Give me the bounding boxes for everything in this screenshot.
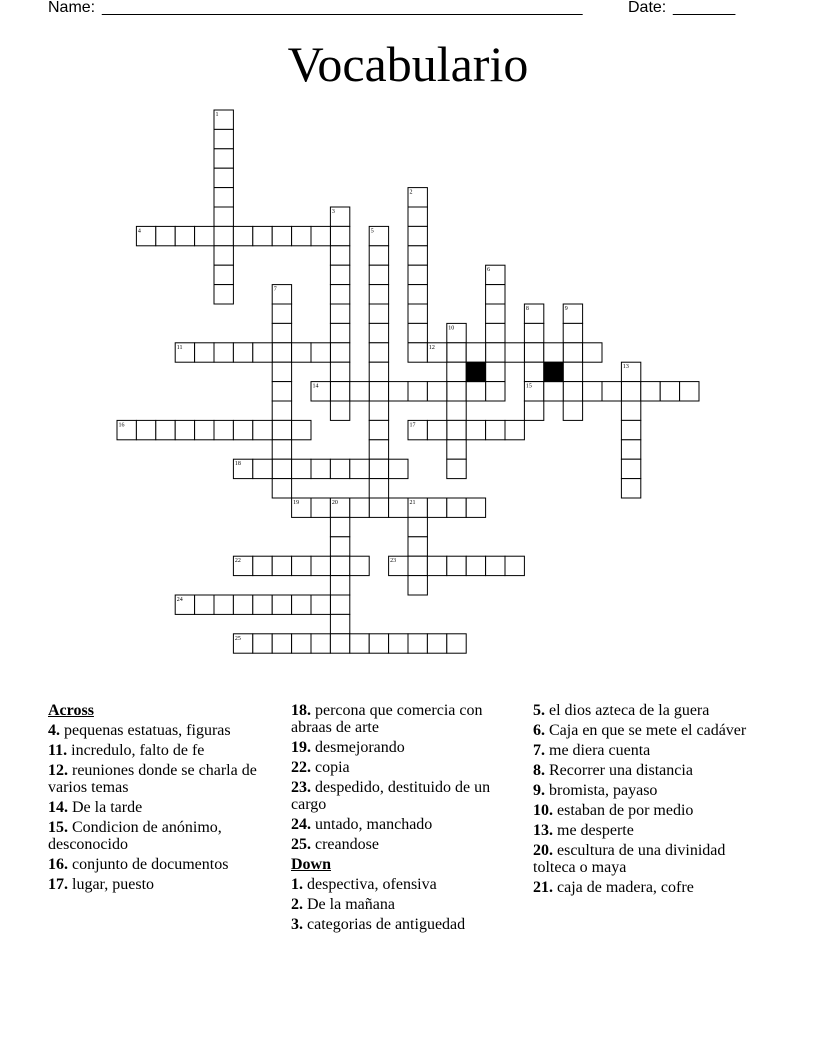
clue-down-20	[533, 842, 759, 876]
grid-cell[interactable]	[214, 246, 233, 265]
grid-cell[interactable]	[408, 246, 427, 265]
clue-down-9	[533, 782, 759, 799]
clue-number: 17.	[48, 876, 68, 893]
grid-cell[interactable]	[466, 343, 485, 362]
grid-cell[interactable]	[505, 343, 524, 362]
clue-text: pequenas estatuas, figuras	[64, 722, 231, 739]
grid-cell[interactable]	[466, 382, 485, 401]
grid-cell[interactable]	[253, 595, 272, 614]
grid-cell[interactable]	[505, 556, 524, 575]
grid-cell[interactable]	[214, 343, 233, 362]
grid-cell[interactable]	[253, 459, 272, 478]
grid-cell[interactable]	[175, 226, 194, 245]
grid-cell[interactable]	[272, 343, 291, 362]
grid-cell[interactable]	[427, 498, 446, 517]
clue-number: 19.	[291, 739, 311, 756]
grid-cell[interactable]	[233, 226, 252, 245]
clue-number-label: 19	[293, 500, 300, 506]
grid-cell[interactable]	[369, 362, 388, 381]
clue-number-label: 25	[234, 635, 241, 642]
grid-cell[interactable]	[563, 401, 582, 420]
grid-cell[interactable]	[330, 556, 349, 575]
grid-cell[interactable]	[408, 343, 427, 362]
grid-cell[interactable]	[389, 498, 408, 517]
clue-across-4	[48, 722, 274, 739]
grid-cell[interactable]	[330, 343, 349, 362]
grid-cell[interactable]	[389, 382, 408, 401]
grid-cell[interactable]	[330, 304, 349, 323]
grid-cell[interactable]	[195, 595, 214, 614]
grid-cell[interactable]	[544, 343, 563, 362]
grid-cell[interactable]	[408, 537, 427, 556]
grid-cell[interactable]	[427, 634, 446, 653]
grid-cell[interactable]	[253, 343, 272, 362]
grid-cell[interactable]	[563, 343, 582, 362]
grid-cell[interactable]	[292, 420, 311, 439]
grid-cell[interactable]	[369, 343, 388, 362]
grid-cell[interactable]	[563, 323, 582, 342]
grid-cell[interactable]	[292, 343, 311, 362]
clue-number-label: 11	[176, 344, 183, 351]
grid-cell[interactable]	[272, 479, 291, 498]
clue-across-11	[48, 742, 274, 759]
grid-cell[interactable]	[214, 285, 233, 304]
clue-number: 9.	[533, 782, 545, 799]
grid-cell[interactable]	[214, 129, 233, 148]
clue-number-label: 20	[331, 500, 338, 506]
grid-cell[interactable]	[272, 226, 291, 245]
date-label: Date:	[628, 0, 667, 16]
grid-cell[interactable]	[330, 323, 349, 342]
grid-cell[interactable]	[292, 226, 311, 245]
grid-cell[interactable]	[447, 362, 466, 381]
grid-cell[interactable]	[214, 149, 233, 168]
clue-number: 2.	[291, 896, 303, 913]
clue-number-label: 1	[215, 112, 219, 118]
grid-cell[interactable]	[311, 498, 330, 517]
grid-cell[interactable]	[292, 595, 311, 614]
grid-cell[interactable]	[214, 595, 233, 614]
grid-cell[interactable]	[621, 479, 640, 498]
grid-cell[interactable]	[408, 226, 427, 245]
grid-cell[interactable]	[272, 634, 291, 653]
across-heading: Across	[48, 702, 94, 719]
grid-cell[interactable]	[272, 304, 291, 323]
grid-cell[interactable]	[350, 498, 369, 517]
clue-number: 11.	[48, 742, 68, 759]
grid-cell[interactable]	[195, 420, 214, 439]
clue-text: escultura de una divinidad tolteca o maya	[533, 842, 726, 876]
grid-cell[interactable]	[272, 401, 291, 420]
clue-text: Caja en que se mete el cadáver	[549, 722, 747, 739]
grid-cell[interactable]	[621, 440, 640, 459]
clue-number: 5.	[533, 702, 545, 719]
clue-text: conjunto de documentos	[72, 856, 229, 873]
grid-cell[interactable]	[583, 382, 602, 401]
grid-cell[interactable]	[195, 343, 214, 362]
clue-number-label: 16	[118, 422, 125, 429]
clue-text: estaban de por medio	[557, 802, 694, 819]
grid-cell[interactable]	[233, 420, 252, 439]
clue-across-16	[48, 856, 274, 873]
grid-cell[interactable]	[486, 362, 505, 381]
clue-number-label: 24	[176, 597, 183, 603]
clue-text: percona que comercia con abraas de arte	[291, 702, 483, 736]
grid-cell[interactable]	[272, 362, 291, 381]
grid-cell[interactable]	[195, 226, 214, 245]
clue-across-23	[291, 779, 517, 813]
grid-cell[interactable]	[292, 556, 311, 575]
grid-cell[interactable]	[369, 246, 388, 265]
black-square	[466, 362, 485, 381]
grid-cell[interactable]	[408, 382, 427, 401]
clue-text: lugar, puesto	[72, 876, 155, 893]
grid-cell[interactable]	[175, 420, 194, 439]
grid-cell[interactable]	[330, 576, 349, 595]
grid-cell[interactable]	[350, 459, 369, 478]
grid-cell[interactable]	[292, 459, 311, 478]
grid-cell[interactable]	[427, 382, 446, 401]
grid-cell[interactable]	[214, 420, 233, 439]
grid-cell[interactable]	[563, 382, 582, 401]
grid-cell[interactable]	[447, 498, 466, 517]
clue-text: Recorrer una distancia	[549, 762, 693, 779]
clue-number: 20.	[533, 842, 553, 859]
clue-number-label: 21	[409, 500, 416, 506]
clue-number: 16.	[48, 856, 68, 873]
clue-number-label: 7	[273, 286, 277, 293]
clue-number: 12.	[48, 762, 68, 779]
clue-number-label: 13	[622, 364, 629, 371]
clue-number-label: 5	[370, 228, 374, 235]
grid-cell[interactable]	[389, 634, 408, 653]
grid-cell[interactable]	[330, 595, 349, 614]
black-square	[544, 362, 563, 381]
grid-cell[interactable]	[486, 323, 505, 342]
clue-across-15	[48, 819, 274, 853]
grid-cell[interactable]	[447, 459, 466, 478]
grid-cell[interactable]	[369, 401, 388, 420]
clues-column-3	[533, 702, 759, 899]
clue-across-17	[48, 876, 274, 893]
grid-cell[interactable]	[408, 265, 427, 284]
grid-cell[interactable]	[253, 420, 272, 439]
grid-cell[interactable]	[214, 207, 233, 226]
name-label: Name:	[48, 0, 96, 16]
clue-text: reuniones donde se charla de varios temas	[48, 762, 257, 796]
grid-cell[interactable]	[660, 382, 679, 401]
clues-column-2	[291, 702, 517, 936]
grid-cell[interactable]	[214, 265, 233, 284]
grid-cell[interactable]	[369, 440, 388, 459]
grid-cell[interactable]	[330, 382, 349, 401]
grid-cell[interactable]	[621, 382, 640, 401]
clue-number: 1.	[291, 876, 303, 893]
grid-cell[interactable]	[369, 634, 388, 653]
clue-number-label: 8	[525, 306, 529, 312]
grid-cell[interactable]	[427, 420, 446, 439]
grid-cell[interactable]	[214, 188, 233, 207]
grid-cell[interactable]	[408, 634, 427, 653]
grid-cell[interactable]	[272, 595, 291, 614]
grid-cell[interactable]	[389, 459, 408, 478]
grid-cell[interactable]	[680, 382, 699, 401]
clue-across-12	[48, 762, 274, 796]
clue-number-label: 23	[390, 558, 397, 565]
clue-number: 3.	[291, 916, 303, 933]
clue-down-6	[533, 722, 759, 739]
grid-cell[interactable]	[447, 556, 466, 575]
clue-number-label: 3	[331, 209, 335, 215]
grid-cell[interactable]	[369, 265, 388, 284]
grid-cell[interactable]	[272, 459, 291, 478]
grid-cell[interactable]	[369, 459, 388, 478]
grid-cell[interactable]	[311, 226, 330, 245]
grid-cell[interactable]	[350, 556, 369, 575]
grid-cell[interactable]	[408, 323, 427, 342]
grid-cell[interactable]	[486, 382, 505, 401]
clue-text: el dios azteca de la guera	[549, 702, 710, 719]
clue-text: incredulo, falto de fe	[71, 742, 205, 759]
grid-cell[interactable]	[486, 285, 505, 304]
clue-across-25	[291, 836, 517, 853]
grid-cell[interactable]	[408, 207, 427, 226]
grid-cell[interactable]	[447, 343, 466, 362]
grid-cell[interactable]	[272, 440, 291, 459]
grid-cell[interactable]	[292, 634, 311, 653]
clue-text: me diera cuenta	[549, 742, 651, 759]
clue-number: 8.	[533, 762, 545, 779]
grid-cell[interactable]	[447, 382, 466, 401]
grid-cell[interactable]	[466, 556, 485, 575]
grid-cell[interactable]	[156, 226, 175, 245]
clue-across-14	[48, 799, 274, 816]
clue-number-label: 17	[409, 422, 416, 429]
grid-cell[interactable]	[136, 420, 155, 439]
grid-cell[interactable]	[330, 517, 349, 536]
grid-cell[interactable]	[330, 634, 349, 653]
grid-cell[interactable]	[330, 537, 349, 556]
grid-cell[interactable]	[583, 343, 602, 362]
clue-number-label: 12	[428, 344, 435, 351]
date-field[interactable]: _______	[673, 0, 736, 16]
grid-cell[interactable]	[466, 498, 485, 517]
clue-down-10	[533, 802, 759, 819]
grid-cell[interactable]	[486, 304, 505, 323]
clue-across-18	[291, 702, 517, 736]
clue-number-label: 14	[312, 383, 319, 390]
grid-cell[interactable]	[369, 323, 388, 342]
grid-cell[interactable]	[330, 246, 349, 265]
grid-cell[interactable]	[408, 517, 427, 536]
grid-cell[interactable]	[311, 459, 330, 478]
clue-text: desmejorando	[315, 739, 405, 756]
clue-text: Condicion de anónimo, desconocido	[48, 819, 222, 853]
clue-down-13	[533, 822, 759, 839]
grid-cell[interactable]	[330, 614, 349, 633]
grid-cell[interactable]	[272, 382, 291, 401]
grid-cell[interactable]	[272, 420, 291, 439]
grid-cell[interactable]	[447, 401, 466, 420]
clue-number: 24.	[291, 816, 311, 833]
clue-down-2	[291, 896, 517, 913]
clue-text: despectiva, ofensiva	[307, 876, 437, 893]
grid-cell[interactable]	[369, 420, 388, 439]
grid-cell[interactable]	[233, 595, 252, 614]
grid-cell[interactable]	[272, 323, 291, 342]
name-field[interactable]: ______________________________________________________	[102, 0, 583, 16]
clue-text: copia	[315, 759, 350, 776]
grid-cell[interactable]	[253, 556, 272, 575]
clue-down-21	[533, 879, 759, 896]
grid-cell[interactable]	[330, 285, 349, 304]
grid-cell[interactable]	[311, 343, 330, 362]
grid-cell[interactable]	[330, 459, 349, 478]
clue-down-5	[533, 702, 759, 719]
grid-cell[interactable]	[369, 304, 388, 323]
grid-cell[interactable]	[214, 168, 233, 187]
clue-text: caja de madera, cofre	[557, 879, 694, 896]
page-title: Vocabulario	[287, 36, 529, 92]
grid-cell[interactable]	[330, 226, 349, 245]
grid-cell[interactable]	[447, 634, 466, 653]
clue-number: 6.	[533, 722, 545, 739]
grid-cell[interactable]	[369, 498, 388, 517]
grid-cell[interactable]	[621, 401, 640, 420]
clue-down-8	[533, 762, 759, 779]
grid-cell[interactable]	[408, 556, 427, 575]
clue-number-label: 9	[564, 306, 568, 312]
clue-number: 7.	[533, 742, 545, 759]
clue-number-label: 18	[234, 461, 241, 468]
clue-number-label: 10	[448, 325, 455, 332]
grid-cell[interactable]	[524, 343, 543, 362]
clue-text: De la tarde	[72, 799, 143, 816]
grid-cell[interactable]	[408, 576, 427, 595]
clue-number-label: 15	[525, 383, 532, 390]
clue-number: 13.	[533, 822, 553, 839]
grid-cell[interactable]	[524, 401, 543, 420]
grid-cell[interactable]	[524, 362, 543, 381]
clue-text: untado, manchado	[315, 816, 433, 833]
grid-cell[interactable]	[330, 362, 349, 381]
grid-cell[interactable]	[486, 343, 505, 362]
clue-text: creandose	[315, 836, 379, 853]
grid-cell[interactable]	[544, 382, 563, 401]
clue-text: categorias de antiguedad	[307, 916, 466, 933]
grid-cell[interactable]	[486, 556, 505, 575]
clue-text: bromista, payaso	[549, 782, 658, 799]
clue-number-label: 2	[409, 189, 413, 196]
grid-cell[interactable]	[214, 226, 233, 245]
grid-cell[interactable]	[447, 420, 466, 439]
clue-number: 23.	[291, 779, 311, 796]
grid-cell[interactable]	[311, 595, 330, 614]
grid-cell[interactable]	[408, 285, 427, 304]
grid-cell[interactable]	[505, 420, 524, 439]
grid-cell[interactable]	[350, 382, 369, 401]
grid-cell[interactable]	[330, 265, 349, 284]
clue-down-1	[291, 876, 517, 893]
grid-cell[interactable]	[602, 382, 621, 401]
grid-cell[interactable]	[253, 634, 272, 653]
grid-cell[interactable]	[311, 556, 330, 575]
clue-down-7	[533, 742, 759, 759]
clue-number: 25.	[291, 836, 311, 853]
clue-number: 22.	[291, 759, 311, 776]
clue-number: 18.	[291, 702, 311, 719]
grid-cell[interactable]	[427, 556, 446, 575]
clue-number-label: 6	[487, 267, 491, 274]
grid-cell[interactable]	[486, 420, 505, 439]
grid-cell[interactable]	[621, 459, 640, 478]
grid-cell[interactable]	[350, 634, 369, 653]
clue-number: 14.	[48, 799, 68, 816]
grid-cell[interactable]	[621, 420, 640, 439]
clue-number: 10.	[533, 802, 553, 819]
grid-cell[interactable]	[369, 382, 388, 401]
clue-text: De la mañana	[307, 896, 395, 913]
clue-across-22	[291, 759, 517, 776]
clue-number: 15.	[48, 819, 68, 836]
grid-cell[interactable]	[330, 401, 349, 420]
grid-cell[interactable]	[447, 440, 466, 459]
clues-column-1	[48, 702, 274, 896]
clue-number-label: 22	[234, 558, 241, 565]
grid-cell[interactable]	[272, 556, 291, 575]
grid-cell[interactable]	[156, 420, 175, 439]
grid-cell[interactable]	[369, 285, 388, 304]
clue-text: me desperte	[557, 822, 634, 839]
grid-cell[interactable]	[524, 323, 543, 342]
grid-cell[interactable]	[466, 420, 485, 439]
clue-across-24	[291, 816, 517, 833]
grid-cell[interactable]	[408, 304, 427, 323]
clue-across-19	[291, 739, 517, 756]
grid-cell[interactable]	[311, 634, 330, 653]
clue-number: 4.	[48, 722, 60, 739]
clue-number: 21.	[533, 879, 553, 896]
clue-text: despedido, destituido de un cargo	[291, 779, 491, 813]
grid-cell[interactable]	[233, 343, 252, 362]
grid-cell[interactable]	[641, 382, 660, 401]
grid-cell[interactable]	[369, 479, 388, 498]
grid-cell[interactable]	[253, 226, 272, 245]
down-heading: Down	[291, 856, 332, 873]
clue-number-label: 4	[137, 228, 141, 235]
grid-cell[interactable]	[563, 362, 582, 381]
clue-down-3	[291, 916, 517, 933]
